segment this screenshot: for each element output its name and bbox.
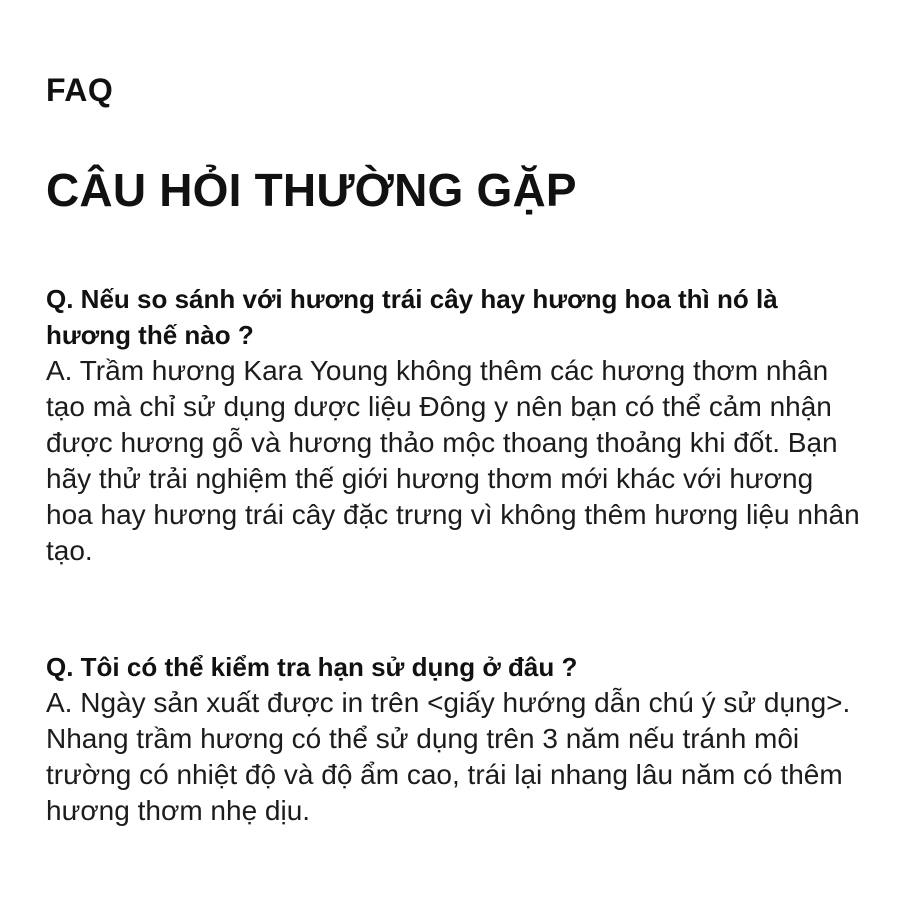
faq-answer: A. Ngày sản xuất được in trên <giấy hướng dẫn chú ý sử dụng>. Nhang trầm hương có thể sử dụng trên 3 năm nếu tránh môi trường có nhiệt độ và độ ẩm cao, trái lại nhang lâu năm có thêm hương thơm nhẹ dịu. (46, 687, 851, 826)
section-eyebrow: FAQ (46, 72, 114, 108)
faq-item (46, 281, 866, 569)
faq-question: Q. Nếu so sánh với hương trái cây hay hương hoa thì nó là hương thế nào ? (46, 284, 778, 350)
page-title: CÂU HỎI THƯỜNG GẶP (46, 164, 577, 216)
faq-answer: A. Trầm hương Kara Young không thêm các hương thơm nhân tạo mà chỉ sử dụng dược liệu Đông y nên bạn có thể cảm nhận được hương gỗ và hương thảo mộc thoang thoảng khi đốt. Bạn hãy thử trải nghiệm thế giới hương thơm mới khác với hương hoa hay hương trái cây đặc trưng vì không thêm hương liệu nhân tạo. (46, 355, 860, 566)
faq-item (46, 649, 866, 829)
faq-question: Q. Tôi có thể kiểm tra hạn sử dụng ở đâu ? (46, 652, 578, 682)
